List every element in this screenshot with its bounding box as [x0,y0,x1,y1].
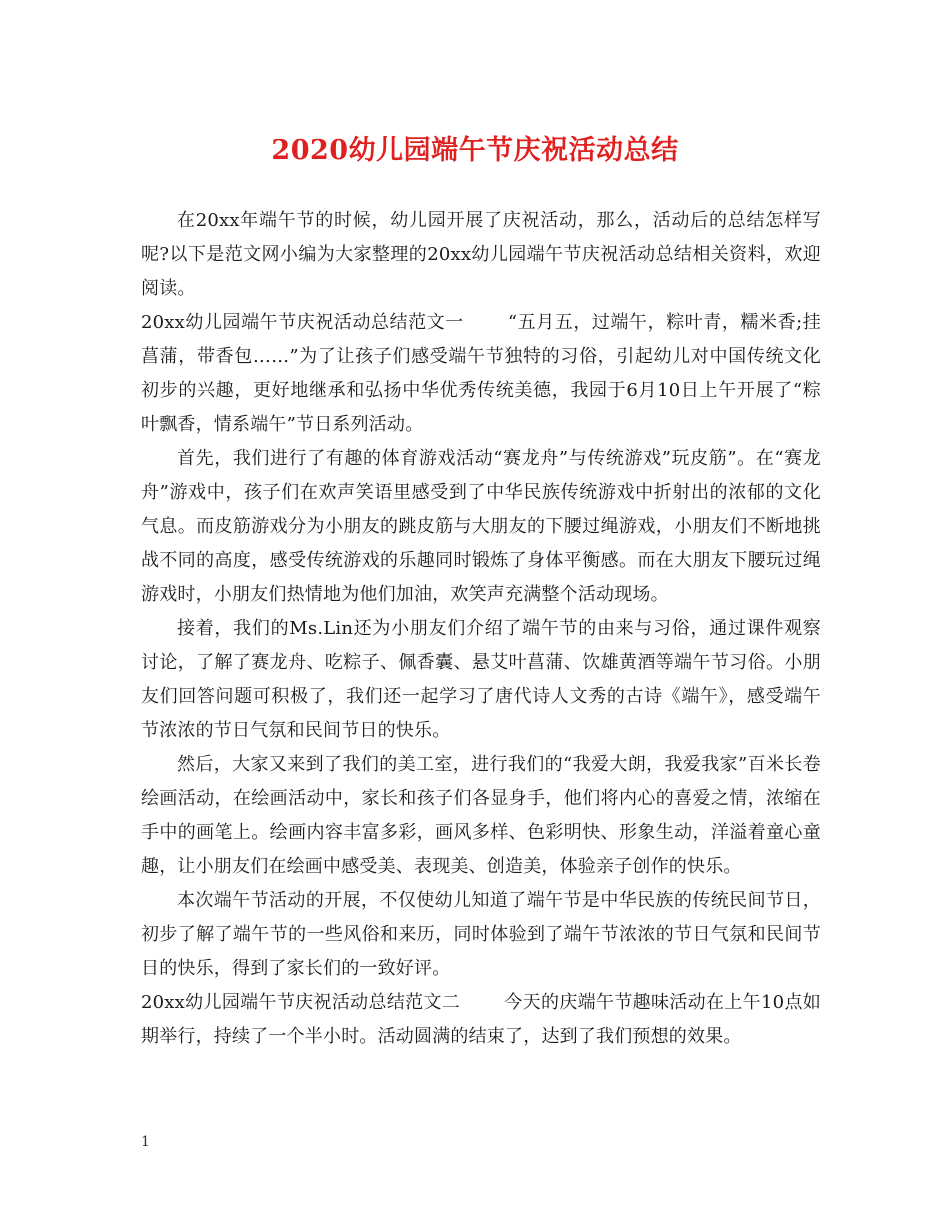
section-1-lead: “五月五，过端午，粽叶青，糯米香;挂菖蒲，带香包……”为了让孩子们感受端午节独特的习俗，引起幼儿对中国传统文化初步的兴趣，更好地继承和弘扬中华优秀传统美德，我园于6月10日上午开展了“粽叶飘香，情系端午”节日系列活动。 [141,312,821,435]
body-paragraph-2: 接着，我们的Ms.Lin还为小朋友们介绍了端午节的由来与习俗，通过课件观察讨论，了解了赛龙舟、吃粽子、佩香囊、悬艾叶菖蒲、饮雄黄酒等端午节习俗。小朋友们回答问题可积极了，我们还一起学习了唐代诗人文秀的古诗《端午》，感受端午节浓浓的节日气氛和民间节日的快乐。 [141,618,821,741]
page-number: 1 [141,1134,150,1150]
document-body [141,204,821,1054]
body-paragraph-1: 首先，我们进行了有趣的体育游戏活动“赛龙舟”与传统游戏”玩皮筋”。在“赛龙舟”游戏中，孩子们在欢声笑语里感受到了中华民族传统游戏中折射出的浓郁的文化气息。而皮筋游戏分为小朋友的跳皮筋与大朋友的下腰过绳游戏，小朋友们不断地挑战不同的高度，感受传统游戏的乐趣同时锻炼了身体平衡感。而在大朋友下腰玩过绳游戏时，小朋友们热情地为他们加油，欢笑声充满整个活动现场。 [141,448,821,605]
body-paragraph-4: 本次端午节活动的开展，不仅使幼儿知道了端午节是中华民族的传统民间节日，初步了解了端午节的一些风俗和来历，同时体验到了端午节浓浓的节日气氛和民间节日的快乐，得到了家长们的一致好评。 [141,890,821,979]
section-2-paragraph [141,986,821,1054]
section-1-heading: 20xx幼儿园端午节庆祝活动总结范文一 [141,312,464,333]
intro-paragraph: 在20xx年端午节的时候，幼儿园开展了庆祝活动，那么，活动后的总结怎样写呢?以下是范文网小编为大家整理的20xx幼儿园端午节庆祝活动总结相关资料，欢迎阅读。 [141,210,821,299]
section-1-paragraph [141,306,821,442]
section-2-lead: 今天的庆端午节趣味活动在上午10点如期举行，持续了一个半小时。活动圆满的结束了，达到了我们预想的效果。 [141,992,821,1047]
document-title: 2020幼儿园端午节庆祝活动总结 [271,135,679,166]
section-2-heading: 20xx幼儿园端午节庆祝活动总结范文二 [141,992,461,1013]
body-paragraph-3: 然后，大家又来到了我们的美工室，进行我们的“我爱大朗，我爱我家”百米长卷绘画活动，在绘画活动中，家长和孩子们各显身手，他们将内心的喜爱之情，浓缩在手中的画笔上。绘画内容丰富多彩，画风多样、色彩明快、形象生动，洋溢着童心童趣，让小朋友们在绘画中感受美、表现美、创造美，体验亲子创作的快乐。 [141,754,821,877]
